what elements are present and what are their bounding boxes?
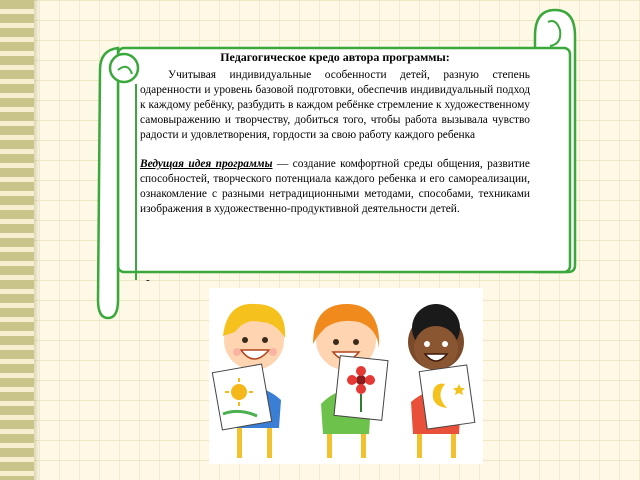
- stray-mark: -: [146, 274, 150, 286]
- children-drawing-illustration: [209, 288, 483, 464]
- credo-text: [140, 50, 530, 217]
- lead-idea-text: — создание комфортной среды общения, развитие способностей, творческого потенциала каждого ребенка и его самореализации, ознакомление с разными нетрадиционными методами, способами, техниками изображения в художественно-продуктивной деятельности детей.: [140, 158, 530, 215]
- credo-title: Педагогическое кредо автора программы:: [220, 50, 450, 64]
- lead-idea-paragraph: [140, 157, 530, 217]
- lead-idea-label: Ведущая идея программы: [140, 158, 273, 170]
- flower-drawing-icon: [334, 356, 388, 421]
- credo-paragraph: Учитывая индивидуальные особенности детей, разную степень одаренности и уровень базовой подготовки, обеспечив индивидуальный подход к каждому ребёнку, разбудить в каждом ребёнке стремление к художественному самовыражению и творчеству, добиться того, чтобы работа вызывала чувство радости и удовлетворения, гордости за свою работу каждого ребенка: [140, 69, 530, 141]
- sun-drawing-icon: [212, 364, 271, 430]
- moon-drawing-icon: [419, 365, 475, 429]
